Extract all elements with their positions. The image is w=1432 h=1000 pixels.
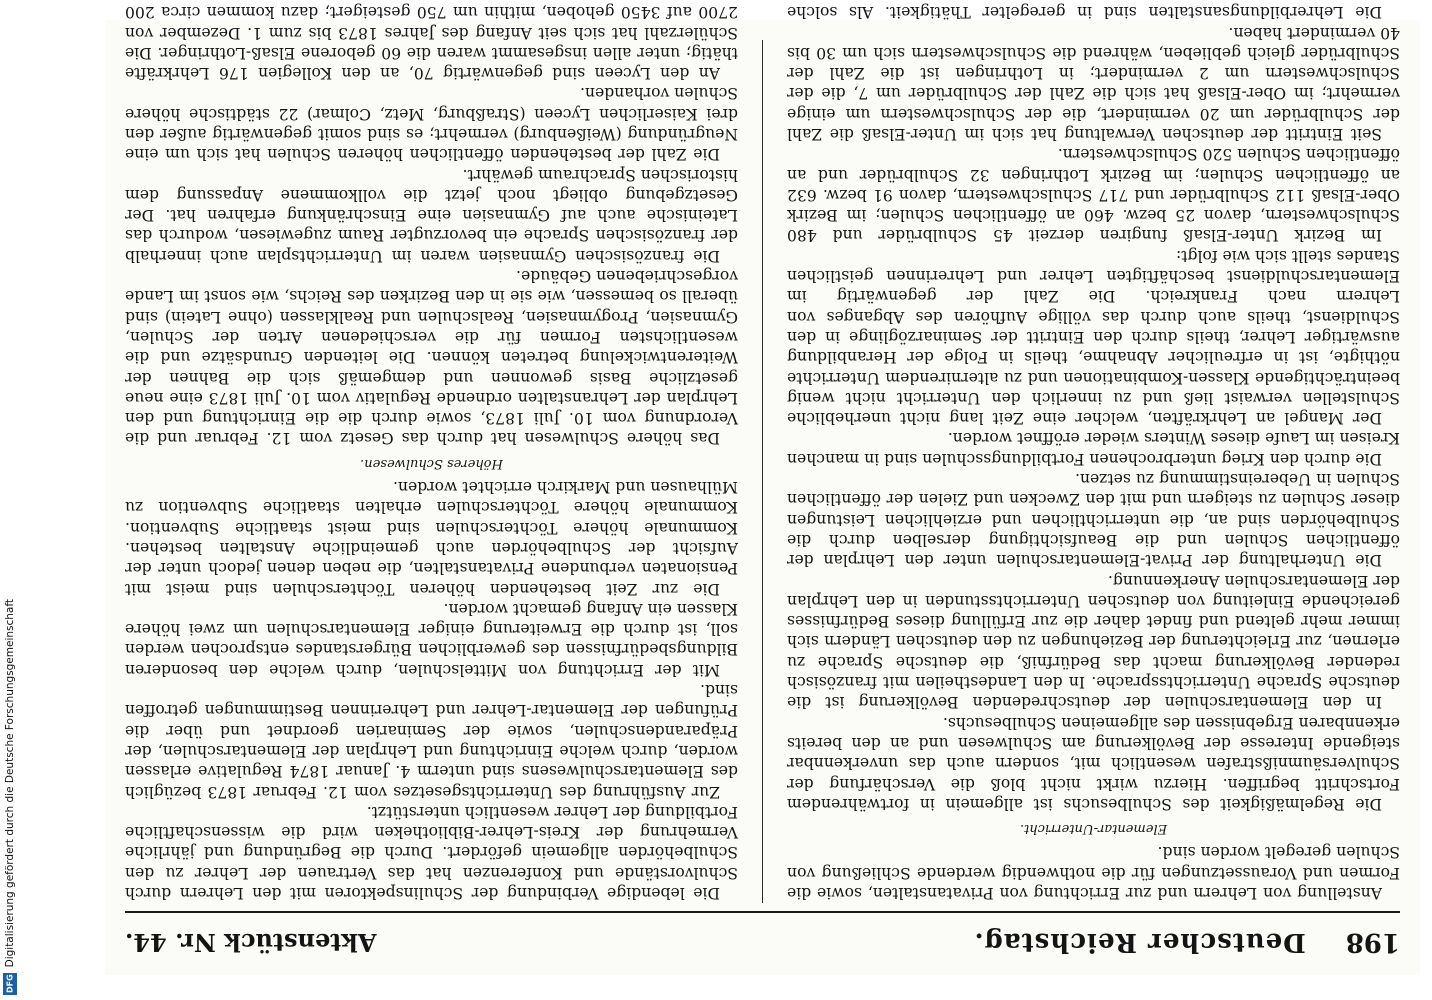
- right-column: [125, 3, 738, 903]
- paragraph: Im Bezirk Unter-Elsaß fungiren derzeit 45 Schulbrüder und 480 Schulschwestern, davon 25 bezw. 460 an öffentlichen Schulen; im Bezirk Ober-Elsaß 112 Schulbrüder und 717 Schulschwestern, davon 91 bezw. 632 an öffentlichen Schulen; im Bezirk Lothringen 32 Schulbrüder und an öffentlichen Schulen 520 Schulschwestern.: [787, 145, 1400, 245]
- paragraph: Die lebendige Verbindung der Schulinspektoren mit den Lehrern durch Schulvorstände und Konferenzen hat das Vertrauen der Lehrer zu den Schulbehörden allgemein gefördert. Durch die Begründung und jährliche Vermehrung der Kreis-Lehrer-Bibliotheken wird die wissenschaftliche Fortbildung der Lehrer wesentlich unterstützt.: [125, 802, 738, 902]
- scanned-page: [105, 3, 1420, 975]
- paragraph: Die zur Zeit bestehenden höheren Töchterschulen sind meist mit Pensionaten verbundene Privatanstalten, die neben denen jedoch unter der Aufsicht der Schulbehörden auch gemeindliche Anstalten bestehen. Kommunale höhere Töchterschulen sind meist staatliche Subvention. Kommunale höhere Töchterschulen erhalten staatliche Subvention zu Mülhausen und Markirch errichtet worden.: [125, 478, 738, 598]
- paragraph: In den Elementarschulen der deutschredenden Bevölkerung ist die deutsche Sprache Unterrichtssprache. In den Landestheilen mit französisch redender Bevölkerung macht das Bedürfniß, die deutsche Sprache zu erlernen, zur Erleichterung der Beziehungen zu den deutschen Ländern sich immer mehr geltend und findet daher die zur Erfüllung dieses Bedürfnisses gereichende Einleitung von deutschen Unterrichtsstunden in den Lehrplan der Elementarschulen Anerkennung.: [787, 571, 1400, 712]
- paragraph: Anstellung von Lehrern und zur Errichtung von Privatanstalten, sowie die Formen und Voraussetzungen für die nothwendig werdende Schließung von Schulen geregelt worden sind.: [787, 843, 1400, 902]
- paragraph: Die Lehrerbildungsanstalten sind in geregelter Thätigkeit. Als solche: [787, 3, 1382, 22]
- paragraph: Die französischen Gymnasien waren im Unterrichtsplan auch innerhalb der französischen Sprache ein bevorzugter Raum zugewiesen, wodurch das Lateinische auch auf Gymnasien eine Einschränkung erfahren hat. Der Gesetzgebung obliegt noch jetzt die vollkommene Anpassung dem historischen Sprachraum gewährt.: [125, 165, 738, 265]
- header-rule: [125, 911, 1400, 913]
- page-title: Deutscher Reichstag.: [973, 927, 1306, 957]
- digitization-credit: [2, 20, 18, 995]
- subheading: Elementar-Unterricht.: [1019, 821, 1168, 837]
- paragraph: Die Unterhaltung der Privat-Elementarschulen unter den Lehrplan der öffentlichen Schulen und die Beaufsichtigung derselben durch die Schulbehörden sind an, die unterrichtlichen und erziehlichen Leistungen dieser Schulen zu steigern und mit den Zwecken und Zielen der öffentlichen Schulen in Uebereinstimmung zu setzen.: [787, 470, 1400, 570]
- column-divider: [762, 40, 763, 903]
- page-content-rotated: [105, 3, 1420, 975]
- paragraph: Zur Ausführung des Unterrichtsgesetzes vom 12. Februar 1873 bezüglich des Elementarschulwesens sind unterm 4. Januar 1874 Regulative erlassen worden, durch welche Einrichtung und Lehrplan der Elementarschulen, der Präparandenschulen, sowie der Seminarien geordnet und über die Prüfungen der Elementar-Lehrer und Lehrerinnen Bestimmungen getroffen sind.: [125, 681, 738, 801]
- dfg-logo-icon: DFG: [3, 973, 17, 995]
- paragraph: Seit Eintritt der deutschen Verwaltung hat sich im Unter-Elsaß die Zahl der Schulbrüder um 20 vermindert, die der Schulschwestern um einige vermehrt; im Ober-Elsaß hat sich die Zahl der Schulbrüder um 7, die der Schulschwestern um 2 vermindert; in Lothringen ist die Zahl der Schulbrüder gleich geblieben, während die Schulschwestern sich um 30 bis 40 vermindert haben.: [787, 23, 1400, 144]
- document-number: Aktenstück Nr. 44.: [125, 928, 377, 957]
- page-number: 198: [1345, 927, 1400, 957]
- paragraph: Der Mangel an Lehrkräften, welcher eine Zeit lang nicht unerhebliche Schulstellen verwaist ließ und zu innerlich den Unterricht nicht wenig beeinträchtigende Klassen-Kombinationen und zu alternirendem Unterrichte nöthigte, ist in erfreulicher Abnahme, theils in Folge der Heranbildung auswärtiger Lehrer, theils durch den Eintritt der Seminarzöglinge in den Schuldienst, theils auch durch das völlige Aufhören des Abganges von Lehrern nach Frankreich. Die Zahl der gegenwärtig im Elementarschuldienst beschäftigten Lehrer und Lehrerinnen geistlichen Standes stellt sich wie folgt:: [787, 246, 1400, 428]
- paragraph: Das höhere Schulwesen hat durch das Gesetz vom 12. Februar und die Verordnung vom 10. Juli 1873, sowie durch die die Einrichtung und den Lehrplan der Lehranstalten ordnende Regulativ vom 10. Juli 1873 eine neue gesetzliche Basis gewonnen und demgemäß sich die Bahnen der Weiterentwickelung betreten können. Die leitenden Grundsätze und die wesentlichsten Formen für die verschiedenen Arten der Schulen, Gymnasien, Progymnasien, Realschulen und Realklassen (ohne Latein) sind überall so bemessen, wie sie in den Bezirken des Reichs, wie sonst im Lande vorgeschriebenen Gebäude.: [125, 267, 738, 448]
- paragraph: Die Zahl der bestehenden öffentlichen höheren Schulen hat sich um eine Neugründung (Weißenburg) vermehrt; es sind somit gegenwärtig außer den drei Kaiserlichen Lyceen (Straßburg, Metz, Colmar) 22 städtische höhere Schulen vorhanden.: [125, 84, 738, 164]
- paragraph: Mit der Errichtung von Mittelschulen, durch welche den besonderen Bildungsbedürfnissen des gewerblichen Bürgerstandes entsprochen werden soll, ist durch die Erweiterung einiger Elementarschulen um zwei höhere Klassen ein Anfang gemacht worden.: [125, 599, 738, 679]
- paragraph: An den Lyceen sind gegenwärtig 70, an den Kollegien 176 Lehrkräfte thätig; unter allen insgesammt waren die 60 geborene Elsaß-Lothringer. Die Schülerzahl hat sich seit Anfang des Jahres 1873 bis zum 1. Dezember von 2700 auf 3450 gehoben, mithin um 750 gesteigert; dazu kommen circa 200: [125, 3, 738, 83]
- left-column: [787, 3, 1400, 903]
- subheading: Höheres Schulwesen.: [360, 455, 503, 471]
- paragraph: Die Regelmäßigkeit des Schulbesuchs ist allgemein in fortwährendem Fortschritt begriffen. Hierzu wirkt nicht bloß die Verschärfung der Schulversäumnißstrafen wesentlich mit, sondern auch das unverkennbar steigende Interesse der Bevölkerung am Schulwesen und an den bereits erkennbaren Ergebnissen des allgemeinen Schulbesuchs.: [787, 713, 1400, 813]
- credit-text: Digitalisierung gefördert durch die Deutsche Forschungsgemeinschaft: [4, 598, 16, 967]
- text-columns: [125, 3, 1400, 903]
- page-header: [125, 917, 1400, 957]
- paragraph: Die durch den Krieg unterbrochenen Fortbildungsschulen sind in manchen Kreisen im Laufe dieses Winters wieder eröffnet worden.: [787, 429, 1400, 468]
